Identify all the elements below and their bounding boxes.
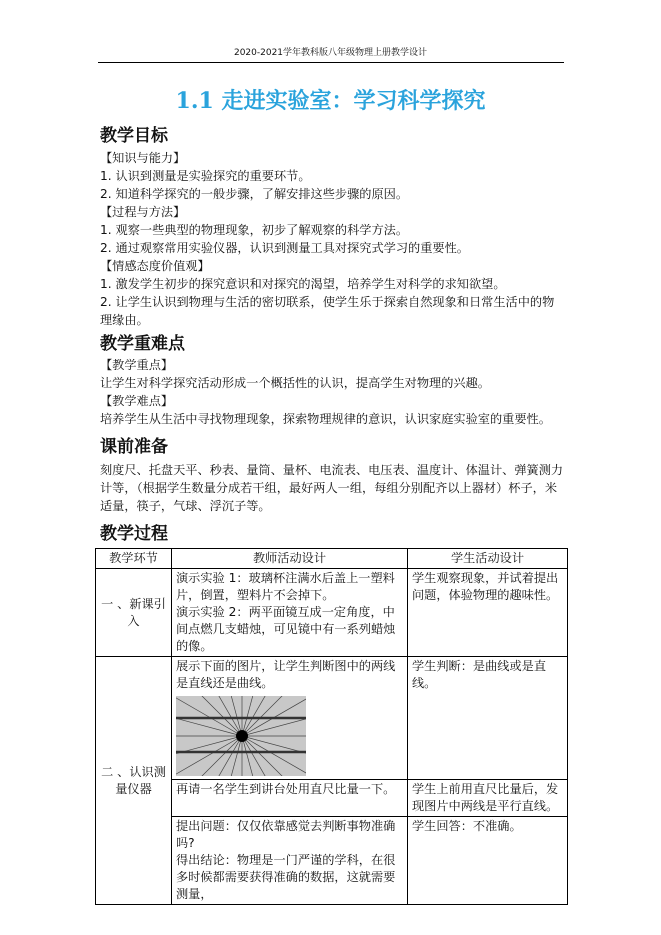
goals-line: 1. 激发学生初步的探究意识和对探究的渴望，培养学生对科学的求知欲望。 — [100, 277, 506, 291]
teacher-cell: 演示实验 1：玻璃杯注满水后盖上一塑料片，倒置，塑料片不会掉下。 演示实验 2：两平面镜互成一定角度，中间点燃几支蜡烛，可见镜中有一系列蜡烛的像。 — [172, 569, 408, 657]
teacher-cell: 再请一名学生到讲台处用直尺比量一下。 — [172, 780, 408, 817]
heading-process: 教学过程 — [100, 524, 168, 544]
goals-line: 2. 知道科学探究的一般步骤，了解安排这些步骤的原因。 — [100, 187, 409, 201]
teacher-cell — [172, 657, 408, 780]
heading-prep: 课前准备 — [100, 437, 168, 457]
keypoints-line: 让学生对科学探究活动形成一个概括性的认识，提高学生对物理的兴趣。 — [100, 376, 490, 390]
table-row — [96, 569, 568, 657]
goals-line: 【过程与方法】 — [100, 205, 186, 219]
goals-line: 【知识与能力】 — [100, 151, 186, 165]
illusion-figure — [176, 696, 306, 776]
center-dot — [236, 730, 248, 742]
goals-list — [100, 149, 566, 329]
column-header: 学生活动设计 — [408, 549, 568, 569]
goals-line: 【情感态度价值观】 — [100, 259, 210, 273]
keypoints-list — [100, 356, 566, 428]
keypoints-line: 【教学难点】 — [100, 394, 174, 408]
process-table — [95, 548, 568, 905]
goals-line: 1. 认识到测量是实验探究的重要环节。 — [100, 169, 311, 183]
prep-text: 刻度尺、托盘天平、秒表、量筒、量杯、电流表、电压表、温度计、体温计、弹簧测力计等，（根据学生数量分成若干组，最好两人一组，每组分别配齐以上器材）杯子，米适量，筷子，气球、浮沉子等。 — [100, 463, 564, 513]
teacher-text: 展示下面的图片，让学生判断图中的两线是直线还是曲线。 — [176, 659, 396, 690]
heading-goals: 教学目标 — [100, 126, 168, 146]
student-cell: 学生判断：是曲线或是直线。 — [408, 657, 568, 780]
keypoints-line: 培养学生从生活中寻找物理现象，探索物理规律的意识，认识家庭实验室的重要性。 — [100, 412, 551, 426]
page-header: 2020-2021学年教科版八年级物理上册教学设计 — [233, 48, 428, 58]
column-header: 教学环节 — [96, 549, 172, 569]
student-cell: 学生观察现象，并试着提出问题，体验物理的趣味性。 — [408, 569, 568, 657]
goals-line: 2. 让学生认识到物理与生活的密切联系，使学生乐于探索自然现象和日常生活中的物理缘由。 — [100, 295, 555, 327]
keypoints-line: 【教学重点】 — [100, 358, 174, 372]
stage-cell: 二 、认识测量仪器 — [96, 657, 172, 905]
document-title: 1.1 走进实验室：学习科学探究 — [175, 88, 486, 114]
goals-line: 1. 观察一些典型的物理现象，初步了解观察的科学方法。 — [100, 223, 409, 237]
column-header: 教师活动设计 — [172, 549, 408, 569]
stage-cell: 一 、新课引入 — [96, 569, 172, 657]
student-cell: 学生上前用直尺比量后，发现图片中两线是平行直线。 — [408, 780, 568, 817]
table-row — [96, 657, 568, 780]
heading-keypoints: 教学重难点 — [100, 334, 185, 354]
student-cell: 学生回答：不准确。 — [408, 817, 568, 905]
goals-line: 2. 通过观察常用实验仪器，认识到测量工具对探究式学习的重要性。 — [100, 241, 469, 255]
table-header-row — [96, 549, 568, 569]
header-divider — [98, 62, 564, 63]
teacher-cell: 提出问题：仅仅依靠感觉去判断事物准确吗? 得出结论：物理是一门严谨的学科，在很多时候都需要获得准确的数据，这就需要测量， — [172, 817, 408, 905]
